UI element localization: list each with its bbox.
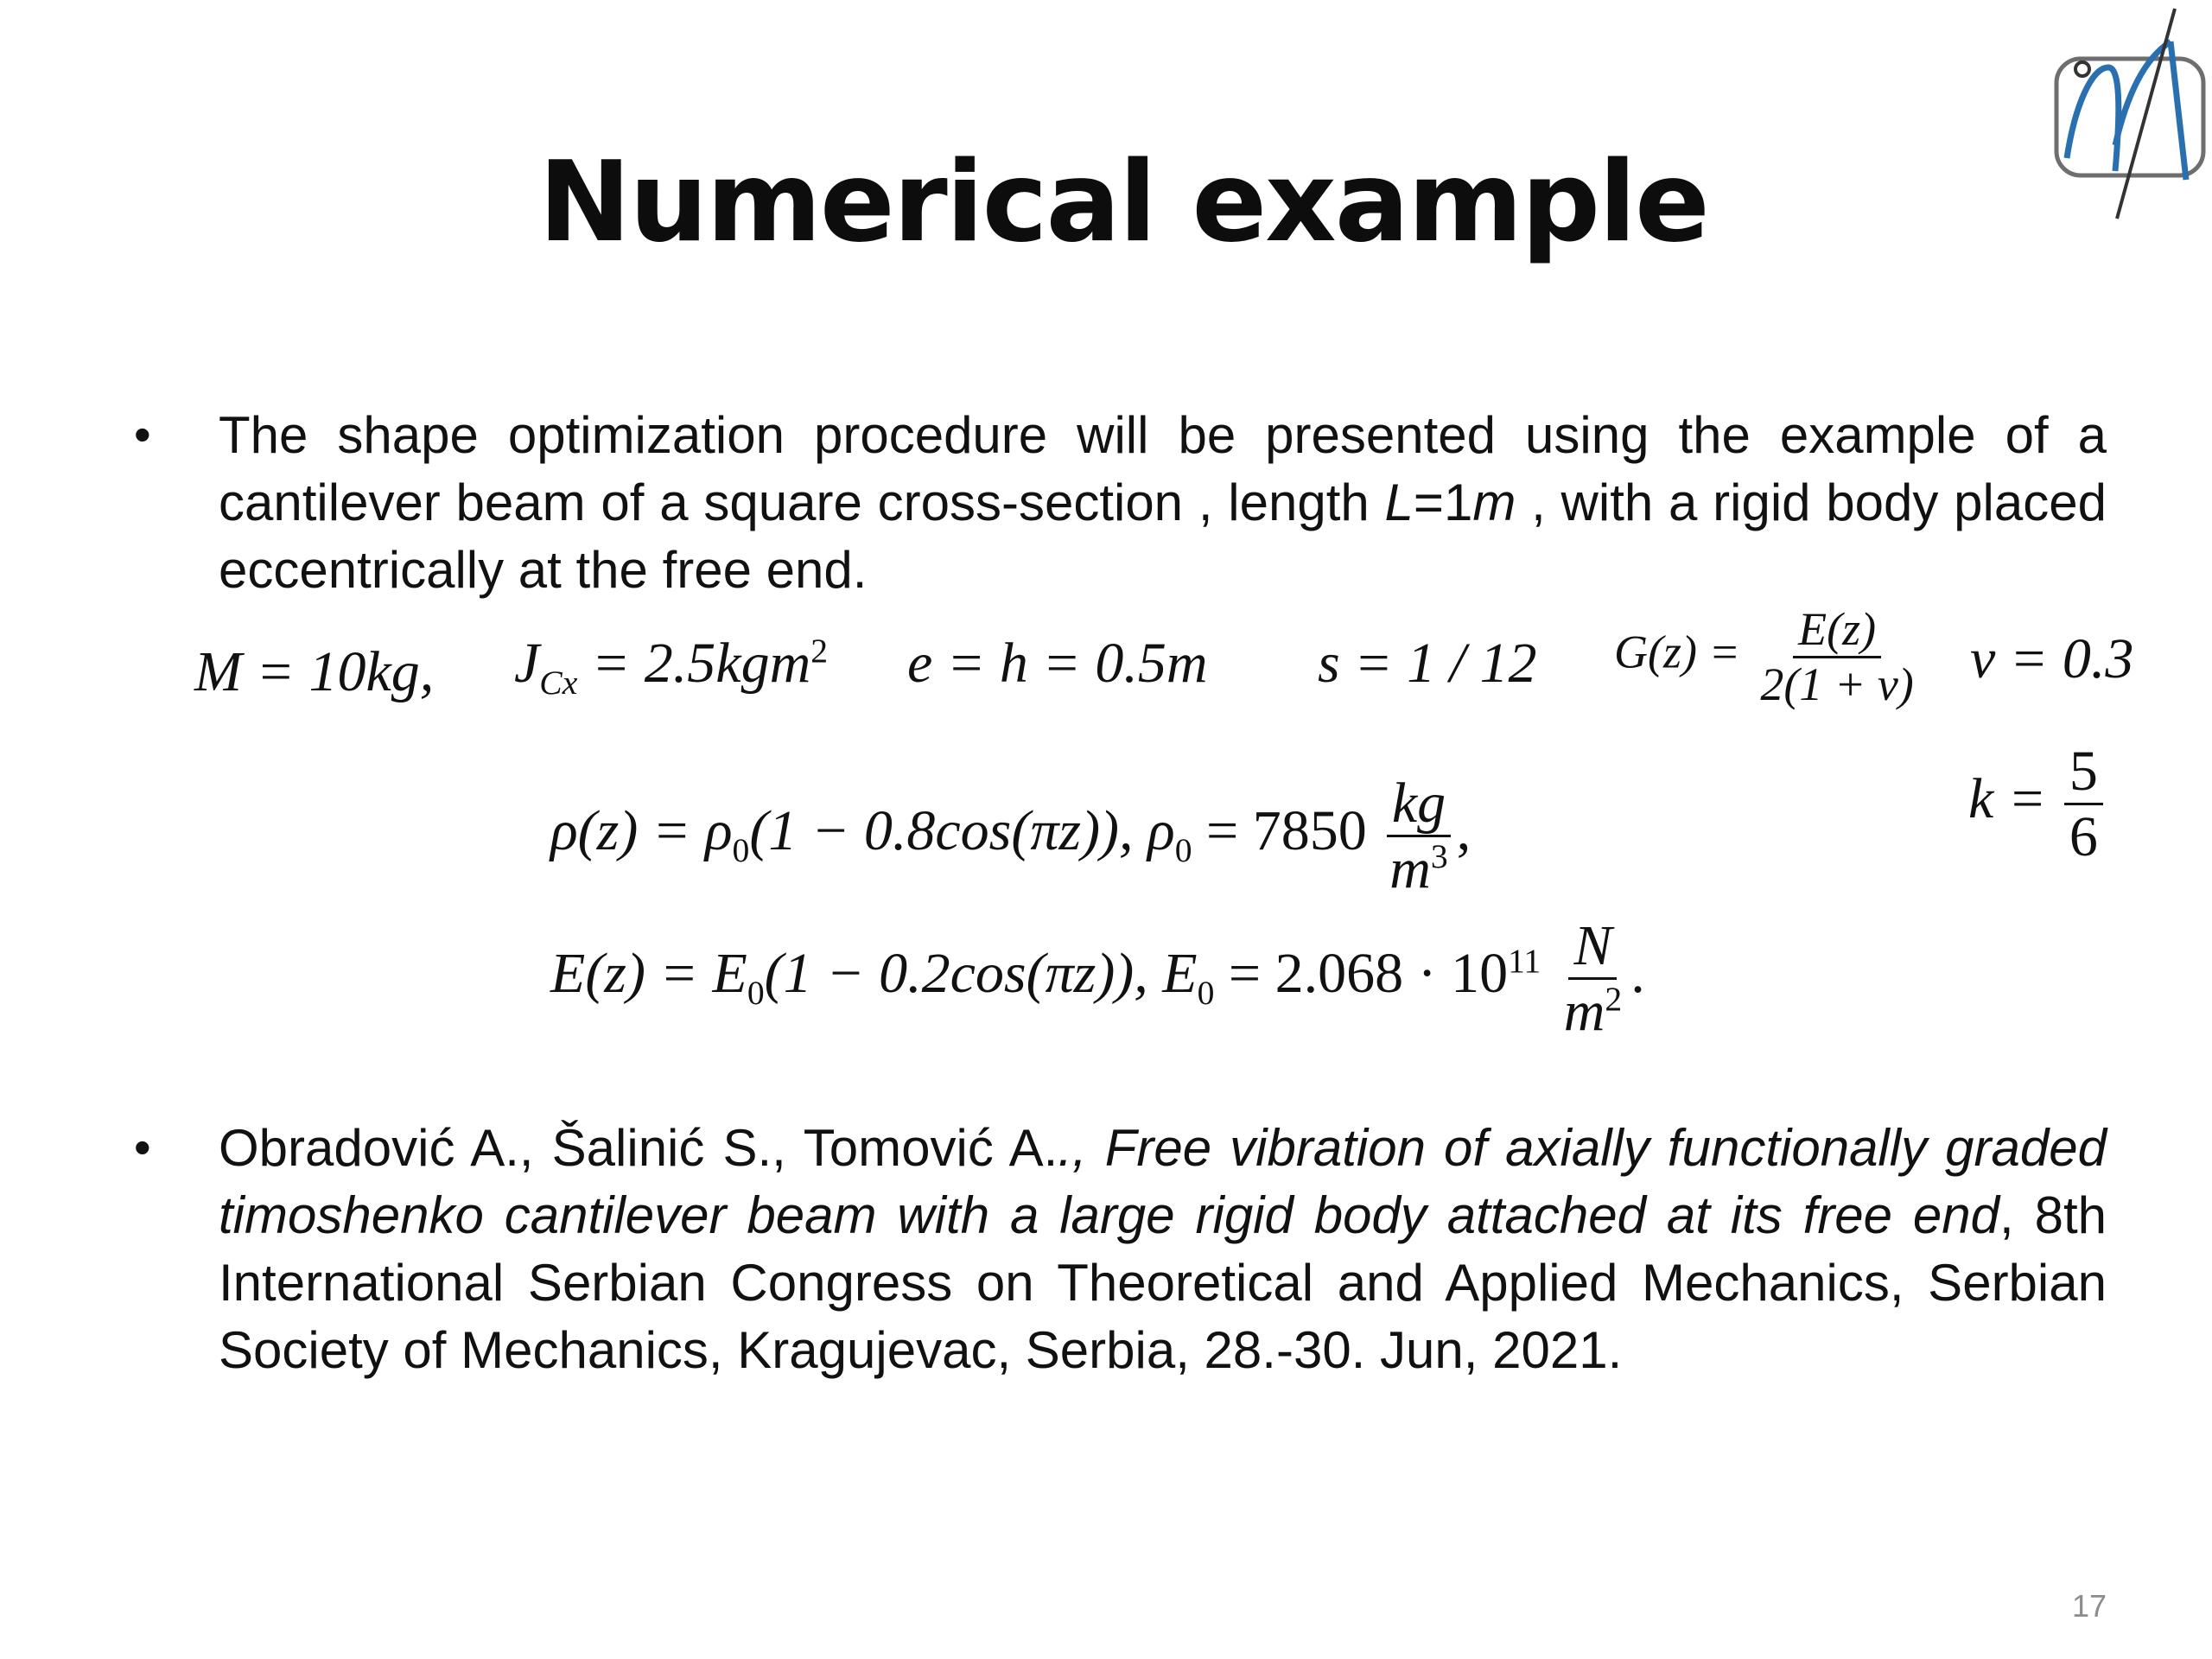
bullet-marker: • bbox=[134, 1120, 151, 1174]
length-value: =1 bbox=[1413, 474, 1473, 531]
elastic-modulus-unit-fraction: $\frac{N}{m^2}$ bbox=[1563, 914, 1623, 1044]
length-unit: m bbox=[1472, 474, 1516, 531]
length-symbol: L bbox=[1384, 474, 1414, 531]
inertia-parameter: $J_{Cx} = 2.5kgm^2$ bbox=[514, 632, 829, 702]
description-text-end: , with a rigid body placed eccentrically at the free end. bbox=[219, 474, 2107, 599]
poisson-ratio: ν = 0.3 bbox=[1970, 627, 2134, 690]
elastic-modulus-equation: $E(z) = E_0(1 - 0.2\cos(\pi z))$, $E_0 = 2.068 \cdot 10^{11}$ $\frac{N}{m^2}$ . bbox=[550, 914, 1645, 1044]
eccentricity-parameter: e = h = 0.5m bbox=[907, 632, 1208, 695]
reference-title: ., Free vibration of axially functionally graded timoshenko cantilever beam with a large rigid body attached at its free end bbox=[219, 1119, 2107, 1244]
shear-coefficient-fraction: $\frac{5}{6}$ bbox=[2064, 741, 2103, 868]
shear-modulus-fraction: $\frac{E(z)}{2(1 + \nu)}$ bbox=[1760, 603, 1914, 710]
mass-parameter: M = 10kg, bbox=[194, 640, 435, 703]
bullet-marker: • bbox=[134, 407, 151, 461]
reference-venue: , 8th International Serbian Congress on Theoretical and Applied Mechanics, Serbian Society of Mechanics, Kragujevac, Serbia, 28.-30. Jun, 2021. bbox=[219, 1186, 2107, 1379]
shear-coefficient: k = $\frac{5}{6}$ bbox=[1968, 741, 2107, 868]
s-parameter: s = 1 / 12 bbox=[1318, 632, 1537, 695]
description-text: The shape optimization procedure will be presented using the example of a cantilever beam of a square cross-section , length bbox=[219, 406, 2107, 531]
density-equation: $\rho(z) = \rho_0(1 - 0.8\cos(\pi z))$, $\rho_0 = 7850$ $\frac{kg}{m^3}$ , bbox=[550, 772, 1471, 901]
density-unit-fraction: $\frac{kg}{m^3}$ bbox=[1384, 773, 1452, 899]
bullet-reference bbox=[219, 1115, 2107, 1384]
reference-authors: Obradović A., Šalinić S., Tomović A. bbox=[219, 1119, 1058, 1177]
shear-modulus-formula: G(z) = $\frac{E(z)}{2(1 + \nu)}$ bbox=[1614, 605, 1923, 709]
slide-title: Numerical example bbox=[538, 138, 1708, 267]
page-number: 17 bbox=[2072, 1588, 2107, 1624]
bullet-problem-description bbox=[219, 402, 2107, 604]
